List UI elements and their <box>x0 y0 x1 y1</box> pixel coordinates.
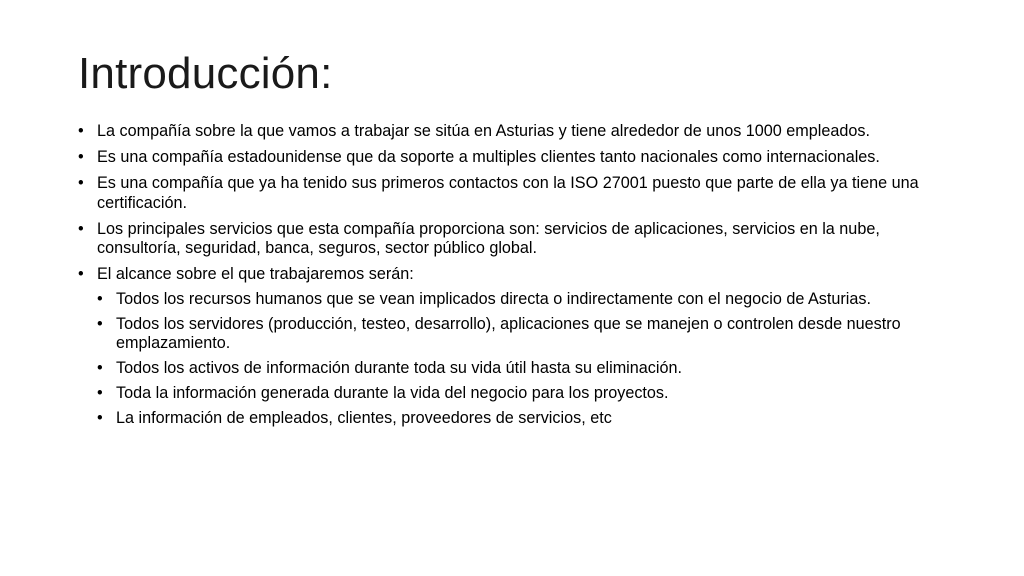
bullet-item <box>78 174 958 213</box>
bullet-list <box>78 122 958 429</box>
bullet-icon: • <box>97 409 103 427</box>
bullet-icon: • <box>97 289 103 308</box>
bullet-text: La compañía sobre la que vamos a trabajar se sitúa en Asturias y tiene alrededor de unos 1000 empleados. <box>97 122 870 140</box>
bullet-icon: • <box>97 384 103 402</box>
sub-bullet-item <box>97 409 958 429</box>
sub-bullet-item <box>97 384 958 404</box>
bullet-icon: • <box>97 314 103 333</box>
bullet-item <box>78 148 958 168</box>
sub-bullet-text: Toda la información generada durante la vida del negocio para los proyectos. <box>116 384 669 402</box>
slide-content <box>78 122 958 435</box>
sub-bullet-item <box>97 290 958 310</box>
bullet-text: El alcance sobre el que trabajaremos serán: <box>97 265 414 283</box>
bullet-icon: • <box>78 219 84 238</box>
sub-bullet-item <box>97 315 958 354</box>
bullet-icon: • <box>97 359 103 377</box>
bullet-item <box>78 265 958 429</box>
sub-bullet-text: La información de empleados, clientes, proveedores de servicios, etc <box>116 409 612 427</box>
bullet-icon: • <box>78 174 84 192</box>
sub-bullet-list <box>97 290 958 429</box>
sub-bullet-text: Todos los recursos humanos que se vean implicados directa o indirectamente con el negocio de Asturias. <box>116 289 871 308</box>
bullet-item <box>78 122 958 142</box>
bullet-icon: • <box>78 265 84 283</box>
bullet-icon: • <box>78 122 84 140</box>
sub-bullet-text: Todos los servidores (producción, testeo, desarrollo), aplicaciones que se manejen o controlen desde nuestro emplazamiento. <box>116 314 901 352</box>
bullet-item <box>78 220 958 259</box>
bullet-text: Los principales servicios que esta compañía proporciona son: servicios de aplicaciones, servicios en la nube, consultoría, seguridad, banca, seguros, sector público global. <box>97 219 880 257</box>
bullet-icon: • <box>78 148 84 166</box>
slide-title: Introducción: <box>78 49 333 98</box>
bullet-text: Es una compañía que ya ha tenido sus primeros contactos con la ISO 27001 puesto que parte de ella ya tiene una certificación. <box>97 174 919 212</box>
sub-bullet-text: Todos los activos de información durante toda su vida útil hasta su eliminación. <box>116 359 682 377</box>
bullet-text: Es una compañía estadounidense que da soporte a multiples clientes tanto nacionales como internacionales. <box>97 148 880 166</box>
sub-bullet-item <box>97 359 958 379</box>
